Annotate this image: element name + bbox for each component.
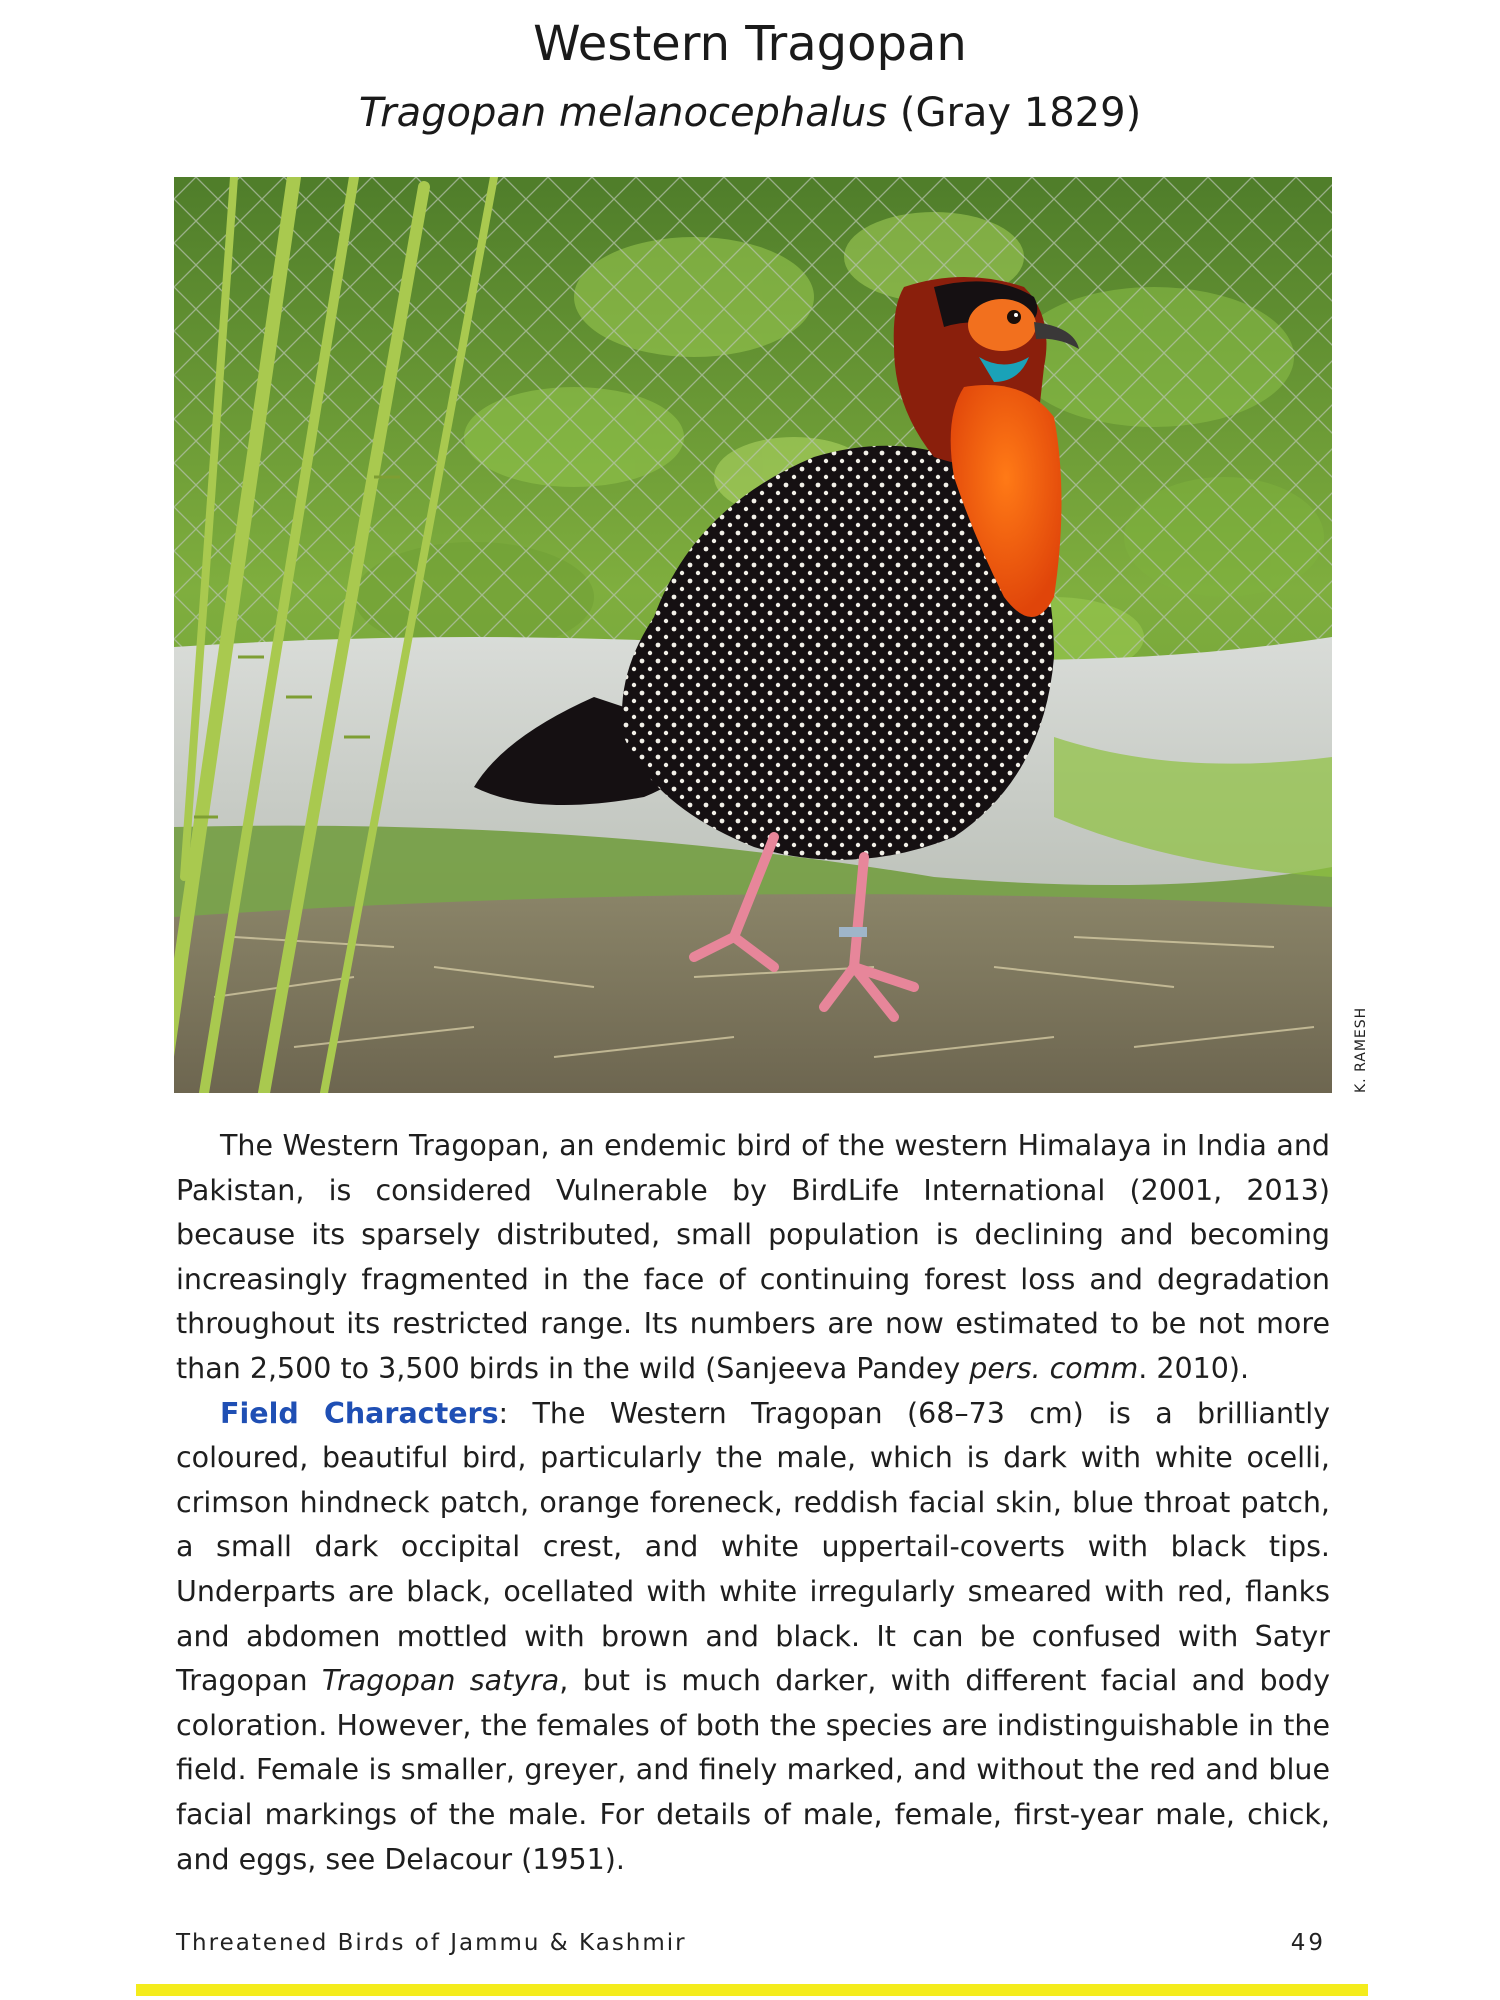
intro-paragraph [176,1124,1330,1392]
field-characters-text-end: , but is much darker, with different facial and body coloration. However, the females of both the species are indistinguishable in the field. Female is smaller, greyer, and finely marked, and without the red and blue facial markings of the male. For details of male, female, first-year male, chick, and eggs, see Delacour (1951). [176,1664,1331,1876]
tragopan-photo [174,177,1332,1093]
field-characters-text: : The Western Tragopan (68–73 cm) is a brilliantly coloured, beautiful bird, particularly the male, which is dark with white ocelli, crimson hindneck patch, orange foreneck, reddish facial skin, blue throat patch, a small dark occipital crest, and white uppertail-coverts with black tips. Underparts are black, ocellated with white irregularly smeared with red, flanks and abdomen mottled with brown and black. It can be confused with Satyr Tragopan [176,1396,1330,1698]
scientific-name: Tragopan melanocephalus [358,90,888,136]
intro-text: The Western Tragopan, an endemic bird of the western Himalaya in India and Pakistan, is considered Vulnerable by BirdLife International (2001, 2013) because its sparsely distributed, small population is declining and becoming increasingly fragmented in the face of continuing forest loss and degradation throughout its restricted range. Its numbers are now estimated to be not more than 2,500 to 3,500 birds in the wild (Sanjeeva Pandey [176,1129,1330,1385]
species-authority: (Gray 1829) [887,90,1142,136]
intro-text-end: . 2010). [1138,1351,1250,1385]
footer-book-title: Threatened Birds of Jammu & Kashmir [176,1930,687,1956]
footer-bar [136,1984,1368,1996]
tragopan-illustration [174,177,1332,1093]
scientific-name-line [0,86,1500,140]
field-characters-heading: Field Characters [220,1396,499,1430]
intro-italic: pers. comm [969,1351,1139,1385]
field-characters-paragraph [176,1392,1330,1883]
page-number: 49 [1290,1930,1326,1956]
field-characters-italic: Tragopan satyra [321,1664,560,1698]
article-body [176,1124,1330,1882]
page-title: Western Tragopan [533,16,967,72]
photo-credit: K. RAMESH [1353,1006,1369,1093]
